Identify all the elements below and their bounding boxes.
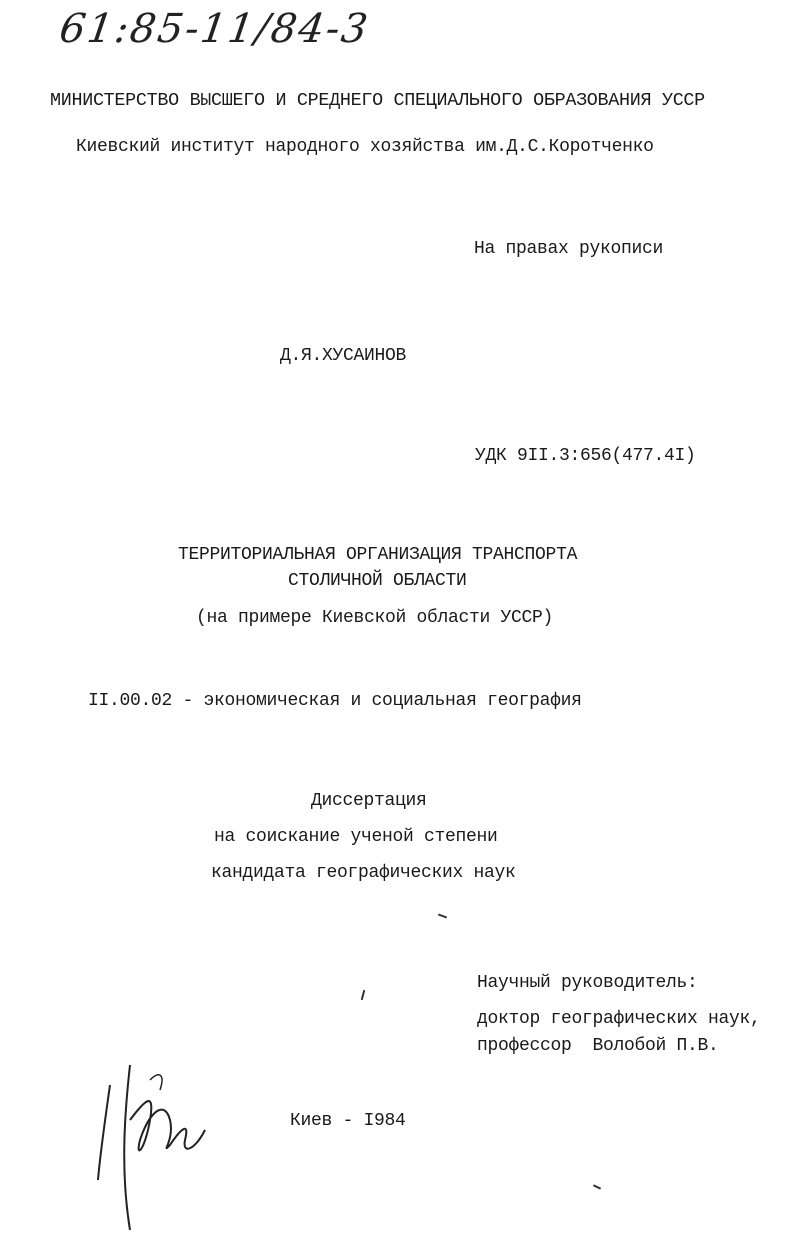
udc-code: УДК 9II.3:656(477.4I) [475,446,696,466]
manuscript-rights-note: На правах рукописи [474,239,664,259]
ministry-heading: МИНИСТЕРСТВО ВЫСШЕГО И СРЕДНЕГО СПЕЦИАЛЬНОГО ОБРАЗОВАНИЯ УССР [50,90,705,111]
handwritten-archive-code: 61:85-11/84-3 [56,6,373,52]
handwritten-signature [90,1060,220,1235]
title-subtitle: (на примере Киевской области УССР) [196,608,554,628]
scan-speck [361,990,366,1000]
degree-line-1: Диссертация [311,791,427,811]
scan-speck [593,1184,601,1189]
supervisor-line-1: доктор географических наук, [477,1009,761,1029]
degree-line-2: на соискание ученой степени [214,827,498,847]
title-line-2: СТОЛИЧНОЙ ОБЛАСТИ [288,571,467,591]
title-line-1: ТЕРРИТОРИАЛЬНАЯ ОРГАНИЗАЦИЯ ТРАНСПОРТА [178,545,578,565]
author-name: Д.Я.ХУСАИНОВ [280,346,407,366]
scan-speck [438,914,447,919]
specialty-code: II.00.02 - экономическая и социальная география [88,691,582,711]
place-and-year: Киев - I984 [290,1111,406,1131]
degree-line-3: кандидата географических наук [211,863,516,883]
supervisor-line-2: профессор Волобой П.В. [477,1036,719,1056]
institute-name: Киевский институт народного хозяйства им.Д.С.Коротченко [76,137,654,157]
supervisor-label: Научный руководитель: [477,973,698,993]
